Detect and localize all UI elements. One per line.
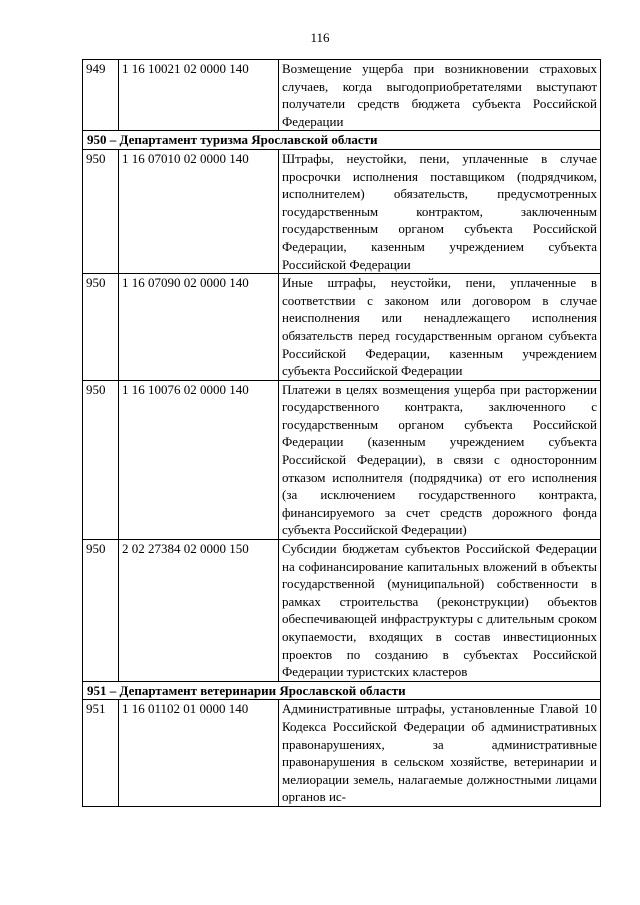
admin-code-cell: 950	[83, 380, 119, 539]
admin-code-cell: 949	[83, 60, 119, 131]
budget-code-cell: 1 16 10021 02 0000 140	[119, 60, 279, 131]
table-row	[83, 540, 601, 682]
table-row	[83, 149, 601, 273]
budget-code-cell: 1 16 07010 02 0000 140	[119, 149, 279, 273]
table-row	[83, 274, 601, 381]
table-row	[83, 380, 601, 539]
section-header-row	[83, 681, 601, 700]
admin-code-cell: 950	[83, 274, 119, 381]
budget-code-cell: 2 02 27384 02 0000 150	[119, 540, 279, 682]
description-cell: Субсидии бюджетам субъектов Российской Федерации на софинансирование капитальных вложений в объекты государственной (муниципальной) собственности в рамках строительства (реконструкции) объектов обеспечивающей инфраструктуры с длительным сроком окупаемости, входящих в состав инвестиционных проектов по созданию в субъектах Российской Федерации туристских кластеров	[279, 540, 601, 682]
section-header-row	[83, 131, 601, 150]
budget-code-cell: 1 16 10076 02 0000 140	[119, 380, 279, 539]
table-row	[83, 700, 601, 807]
description-cell: Административные штрафы, установленные Главой 10 Кодекса Российской Федерации об административных правонарушениях, за административные правонарушения в сельском хозяйстве, ветеринарии и мелиорации земель, налагаемые должностными лицами органов ис-	[279, 700, 601, 807]
admin-code-cell: 950	[83, 540, 119, 682]
page-number: 116	[310, 30, 330, 45]
description-cell: Иные штрафы, неустойки, пени, уплаченные в соответствии с законом или договором в случае неисполнения или ненадлежащего исполнения обязательств перед государственным органом субъекта Российской Федерации, казенным учреждением субъекта Российской Федерации	[279, 274, 601, 381]
admin-code-cell: 950	[83, 149, 119, 273]
section-title: 951 – Департамент ветеринарии Ярославской области	[83, 681, 601, 700]
description-cell: Платежи в целях возмещения ущерба при расторжении государственного контракта, заключенного с государственным органом субъекта Российской Федерации (казенным учреждением субъекта Российской Федерации), в связи с односторонним отказом исполнителя (подрядчика) от его исполнения (за исключением государственного контракта, финансируемого за счет средств дорожного фонда субъекта Российской Федерации)	[279, 380, 601, 539]
budget-code-cell: 1 16 07090 02 0000 140	[119, 274, 279, 381]
description-cell: Штрафы, неустойки, пени, уплаченные в случае просрочки исполнения поставщиком (подрядчиком, исполнителем) обязательств, предусмотренных государственным контрактом, заключенным государственным органом субъекта Российской Федерации, казенным учреждением субъекта Российской Федерации	[279, 149, 601, 273]
budget-code-cell: 1 16 01102 01 0000 140	[119, 700, 279, 807]
table-row	[83, 60, 601, 131]
admin-code-cell: 951	[83, 700, 119, 807]
section-title: 950 – Департамент туризма Ярославской области	[83, 131, 601, 150]
budget-classification-table	[82, 59, 601, 807]
description-cell: Возмещение ущерба при возникновении страховых случаев, когда выгодоприобретателями выступают получатели средств бюджета субъекта Российской Федерации	[279, 60, 601, 131]
